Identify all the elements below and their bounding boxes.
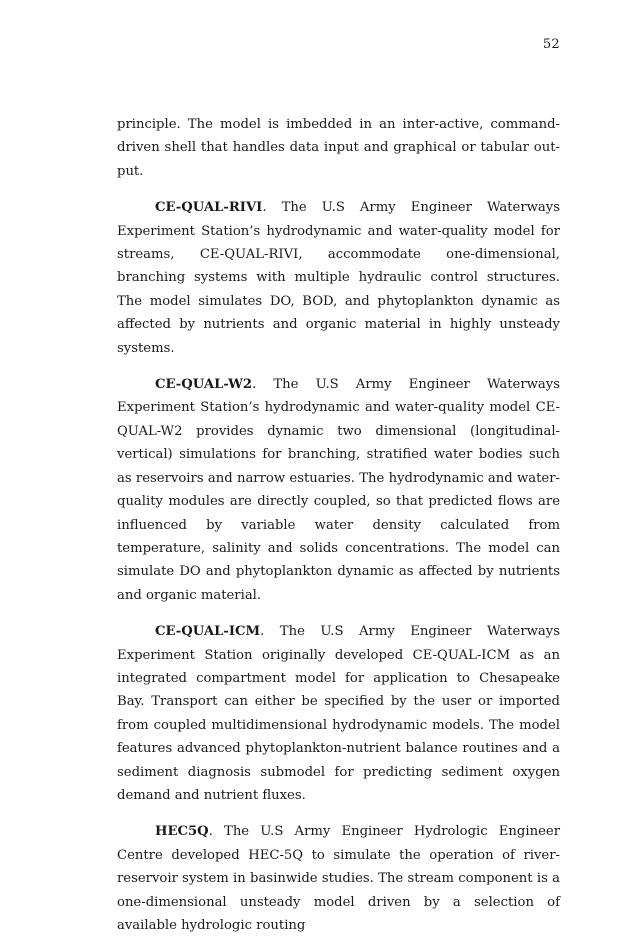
paragraph-continuation — [117, 113, 560, 183]
model-name: CE-QUAL-ICM — [155, 624, 261, 640]
paragraph-hec5q — [117, 820, 560, 937]
paragraph-ce-qual-w2 — [117, 373, 560, 607]
model-name: HEC5Q — [155, 824, 209, 840]
paragraph-text: . The U.S Army Engineer Waterways Experiment Station’s hydrodynamic and water-quality model for streams, CE-QUAL-RIVI, accommodate one-dimensional, branching systems with multiple hydraulic control structures. The model simulates DO, BOD, and phytoplankton dynamic as affected by nutrients and organic material in highly unsteady systems. — [117, 200, 560, 356]
body-text — [117, 113, 560, 937]
paragraph-text: principle. The model is imbedded in an inter-active, command-driven shell that handles data input and graphical or tabular out-put. — [117, 117, 560, 179]
paragraph-text: . The U.S Army Engineer Waterways Experiment Station’s hydrodynamic and water-quality model CE-QUAL-W2 provides dynamic two dimensional (longitudinal- vertical) simulations for branching, stratified water bodies such as reservoirs and narrow estuaries. The hydrodynamic and water-quality modules are directly coupled, so that predicted flows are influenced by variable water density calculated from temperature, salinity and solids concentrations. The model can simulate DO and phytoplankton dynamic as affected by nutrients and organic material. — [117, 377, 560, 603]
model-name: CE-QUAL-RIVI — [155, 200, 263, 216]
paragraph-ce-qual-icm — [117, 620, 560, 807]
paragraph-text: . The U.S Army Engineer Hydrologic Engineer Centre developed HEC-5Q to simulate the operation of river-reservoir system in basinwide studies. The stream component is a one-dimensional unsteady model driven by a selection of available hydrologic routing — [117, 824, 560, 933]
paragraph-ce-qual-rivi — [117, 196, 560, 360]
page-number: 52 — [542, 37, 560, 52]
model-name: CE-QUAL-W2 — [155, 377, 253, 393]
paragraph-text: . The U.S Army Engineer Waterways Experiment Station originally developed CE-QUAL-ICM as an integrated compartment model for application to Chesapeake Bay. Transport can either be specified by the user or imported from coupled multidimensional hydrodynamic models. The model features advanced phytoplankton-nutrient balance routines and a sediment diagnosis submodel for predicting sediment oxygen demand and nutrient fluxes. — [117, 624, 560, 803]
